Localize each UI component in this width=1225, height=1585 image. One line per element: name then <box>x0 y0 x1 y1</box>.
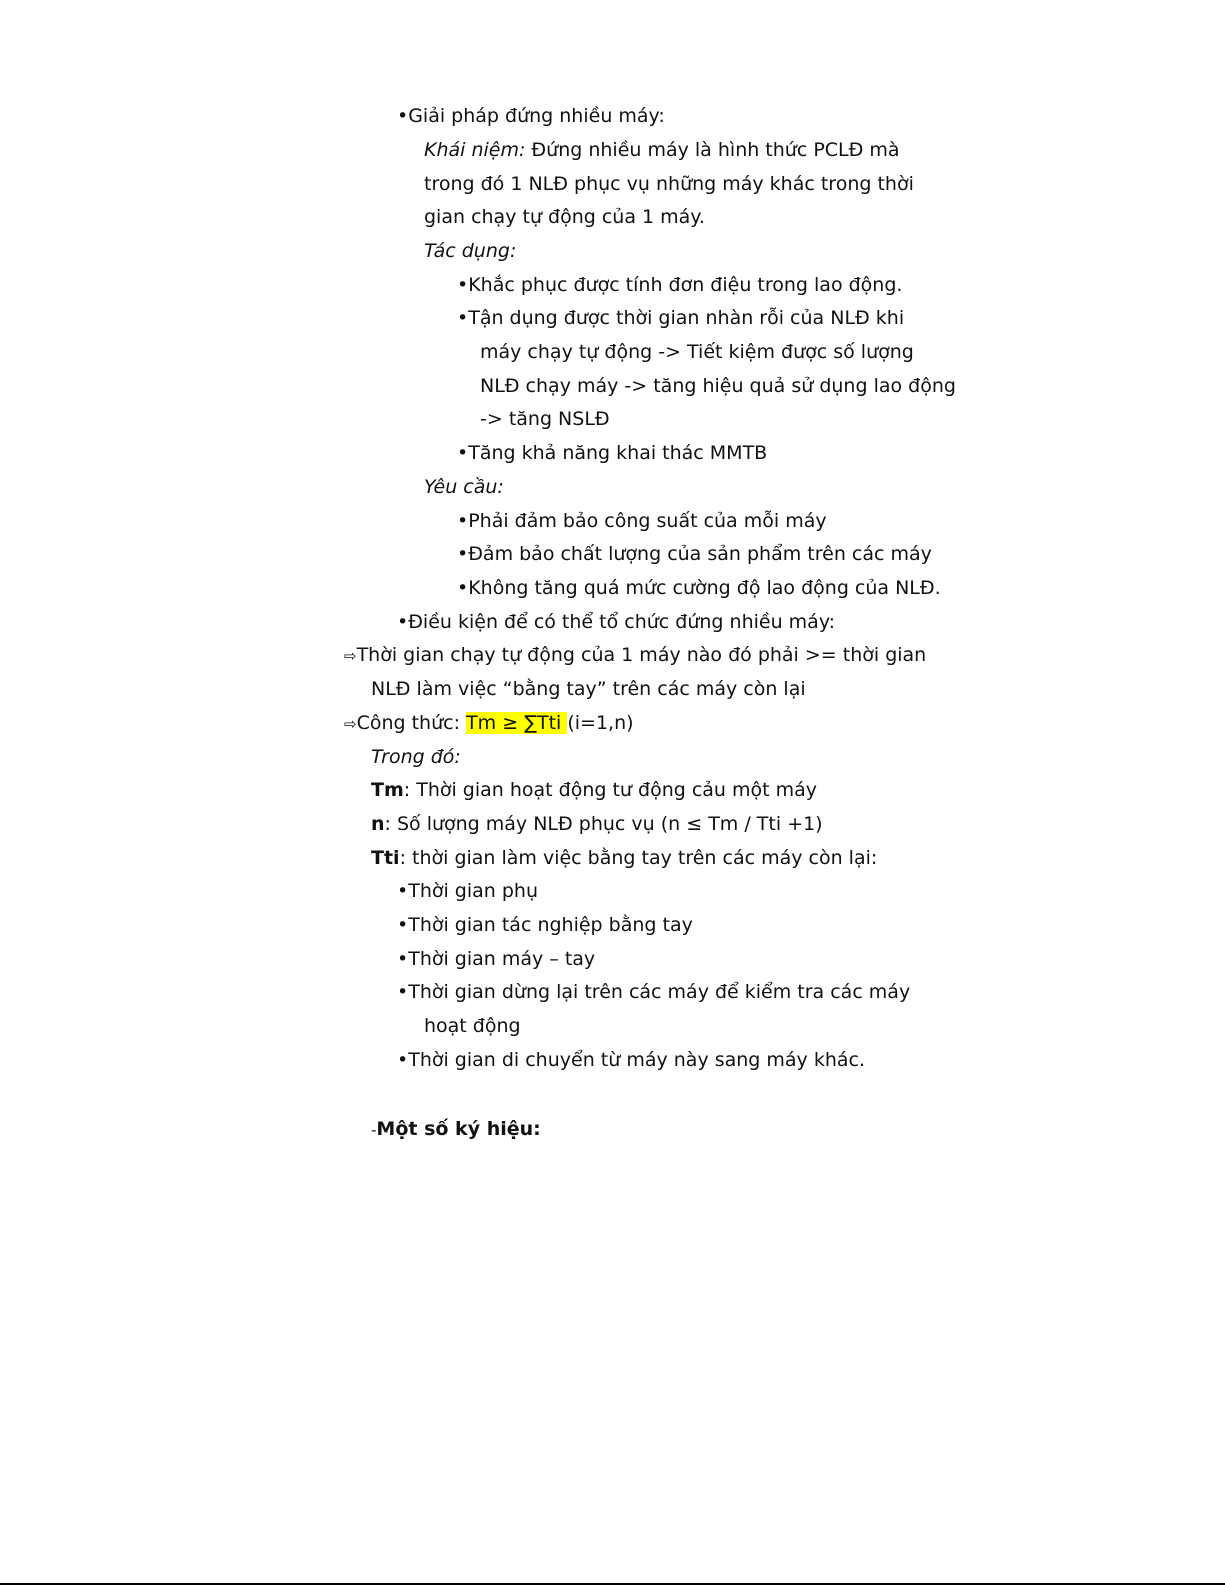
condition-text: Thời gian chạy tự động của 1 máy nào đó phải >= thời gian <box>356 644 927 666</box>
effect-item-2-cont-3: -> tăng NSLĐ <box>480 408 610 430</box>
symbols-heading <box>371 1117 541 1141</box>
condition-line-2: NLĐ làm việc “bằng tay” trên các máy còn lại <box>371 678 806 700</box>
effect-item-2: •Tận dụng được thời gian nhàn rỗi của NLĐ khi <box>457 307 905 329</box>
bullet-solution-heading: •Giải pháp đứng nhiều máy: <box>397 105 665 127</box>
formula-label: Công thức: <box>356 712 467 734</box>
concept-line-2: trong đó 1 NLĐ phục vụ những máy khác trong thời <box>424 173 914 195</box>
symbols-dash: - <box>371 1121 377 1139</box>
tti-item-4-cont: hoạt động <box>424 1015 521 1037</box>
definition-n-text: : Số lượng máy NLĐ phục vụ (n ≤ Tm / Tti +1) <box>384 813 823 835</box>
concept-line-3: gian chạy tự động của 1 máy. <box>424 206 705 228</box>
effects-label: Tác dụng: <box>424 240 517 262</box>
definition-n <box>371 812 823 836</box>
symbols-heading-text: Một số ký hiệu: <box>376 1118 541 1140</box>
definition-tm-text: : Thời gian hoạt động tư động cảu một máy <box>403 779 818 801</box>
term-n: n <box>371 813 385 835</box>
bullet-conditions-heading: •Điều kiện để có thể tổ chức đứng nhiều máy: <box>397 611 836 633</box>
tti-item-5: •Thời gian di chuyển từ máy này sang máy khác. <box>397 1049 866 1071</box>
requirement-item-3: •Không tăng quá mức cường độ lao động của NLĐ. <box>457 577 941 599</box>
arrow-right-icon: ⇨ <box>344 647 357 665</box>
concept-line-1 <box>424 138 900 162</box>
requirement-item-1: •Phải đảm bảo công suất của mỗi máy <box>457 510 827 532</box>
tti-item-3: •Thời gian máy – tay <box>397 948 596 970</box>
requirement-item-2: •Đảm bảo chất lượng của sản phẩm trên các máy <box>457 543 932 565</box>
term-tm: Tm <box>371 779 404 801</box>
tti-item-1: •Thời gian phụ <box>397 880 539 902</box>
formula-range: (i=1,n) <box>567 712 634 734</box>
definition-tti-text: : thời gian làm việc bằng tay trên các máy còn lại: <box>399 847 878 869</box>
tti-item-2: •Thời gian tác nghiệp bằng tay <box>397 914 693 936</box>
definition-tti <box>371 846 877 870</box>
tti-item-4: •Thời gian dừng lại trên các máy để kiểm tra các máy <box>397 981 911 1003</box>
effect-item-3: •Tăng khả năng khai thác MMTB <box>457 442 768 464</box>
arrow-right-icon: ⇨ <box>344 715 357 733</box>
concept-label: Khái niệm: <box>424 139 526 161</box>
effect-item-2-cont-2: NLĐ chạy máy -> tăng hiệu quả sử dụng lao động <box>480 375 956 397</box>
formula-highlight: Tm ≥ ∑Tti <box>466 712 568 734</box>
term-tti: Tti <box>371 847 400 869</box>
where-label: Trong đó: <box>371 746 461 768</box>
effect-item-2-cont-1: máy chạy tự động -> Tiết kiệm được số lượng <box>480 341 914 363</box>
formula-line <box>344 711 634 735</box>
concept-text: Đứng nhiều máy là hình thức PCLĐ mà <box>525 139 900 161</box>
definition-tm <box>371 778 817 802</box>
effect-item-1: •Khắc phục được tính đơn điệu trong lao động. <box>457 274 903 296</box>
requirements-label: Yêu cầu: <box>424 476 504 498</box>
condition-line-1 <box>344 643 926 667</box>
